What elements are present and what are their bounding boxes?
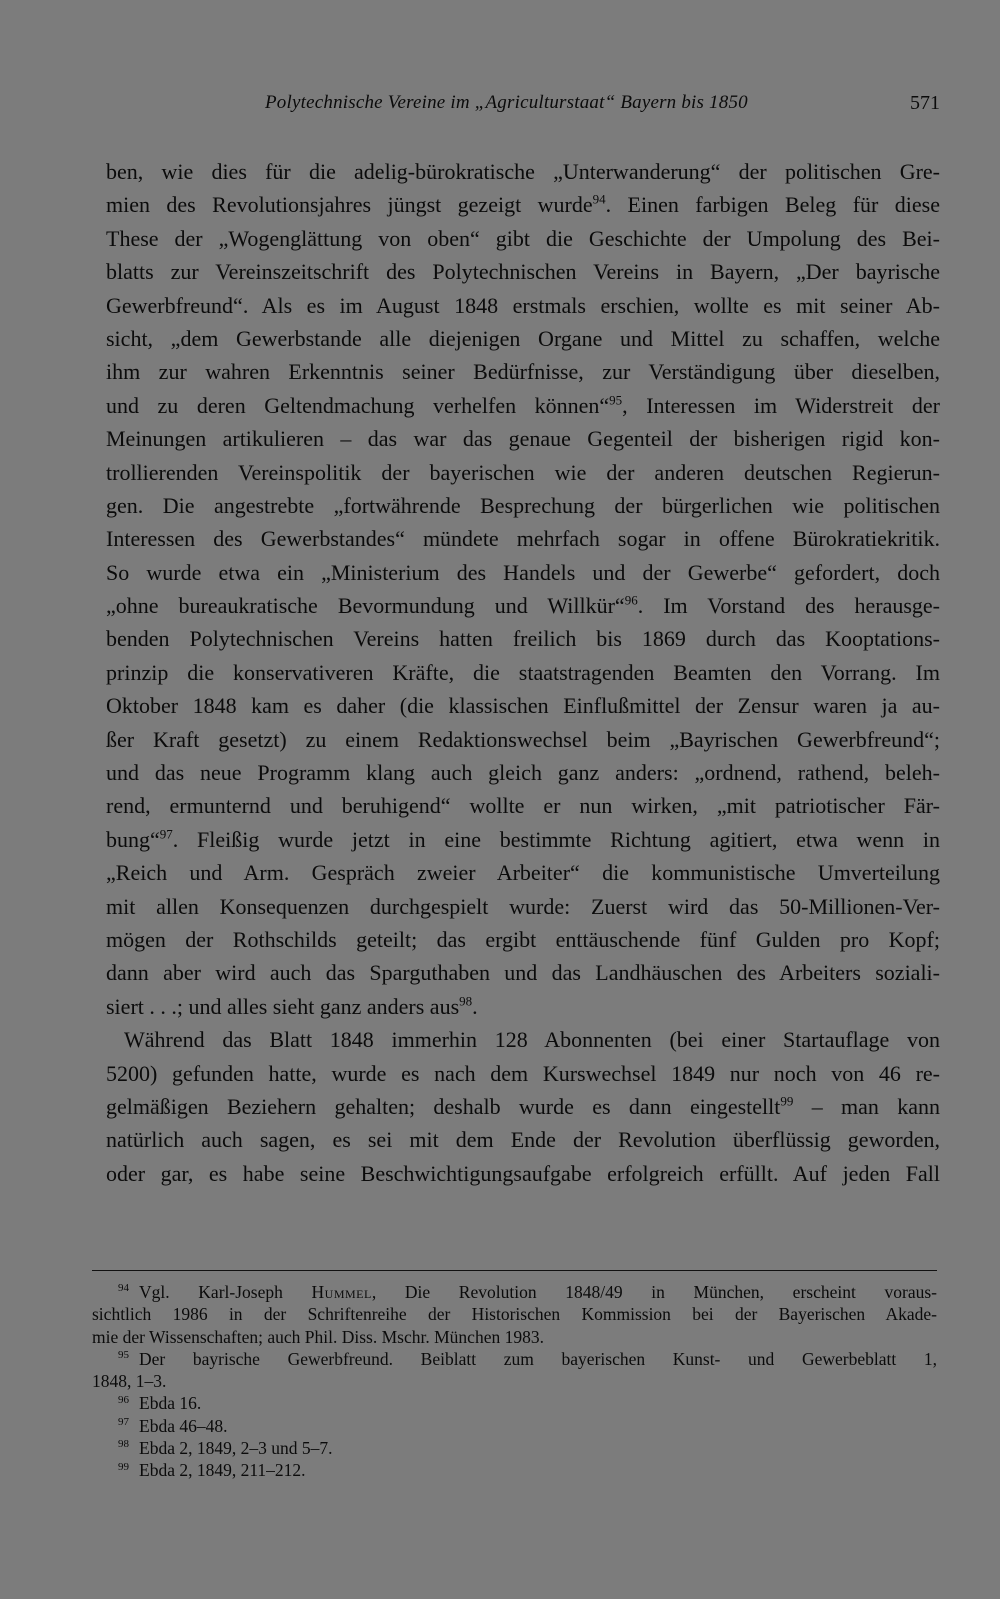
footnote-text: Ebda 2, 1849, 2–3 und 5–7. xyxy=(139,1438,333,1459)
body-line-text: mit allen Konsequenzen durchgespielt wurde: Zuerst wird das 50-Millionen-Ver- xyxy=(106,893,940,919)
body-line xyxy=(106,1157,940,1190)
footnote-text: Ebda 46–48. xyxy=(139,1415,228,1436)
body-line-text: siert . . .; und alles sieht ganz anders aus xyxy=(106,993,460,1019)
footnote-reference[interactable]: 96 xyxy=(624,592,638,608)
footnote-reference[interactable]: 99 xyxy=(780,1093,794,1109)
body-line xyxy=(106,188,940,221)
author-name: Hummel xyxy=(311,1282,372,1302)
body-line xyxy=(106,556,940,589)
footnote-line xyxy=(92,1459,937,1481)
footnote-mark: 95 xyxy=(118,1349,129,1362)
body-line xyxy=(106,389,940,422)
body-line-text: trollierenden Vereinspolitik der bayerischen wie der anderen deutschen Regierun- xyxy=(106,459,940,485)
body-line-text: rend, ermunternd und beruhigend“ wollte er nun wirken, „mit patriotischer Fär- xyxy=(106,793,940,819)
footnote-text: mie der Wissenschaften; auch Phil. Diss. Mschr. München 1983. xyxy=(92,1326,544,1347)
body-line xyxy=(106,422,940,455)
body-line xyxy=(106,489,940,522)
body-line xyxy=(106,589,940,622)
body-line xyxy=(106,622,940,655)
body-line xyxy=(106,723,940,756)
body-line-text: , Interessen im Widerstreit der xyxy=(622,392,940,418)
body-line xyxy=(106,756,940,789)
body-line-text: oder gar, es habe seine Beschwichtigungsaufgabe erfolgreich erfüllt. Auf jeden Fall xyxy=(106,1160,940,1186)
body-line xyxy=(106,689,940,722)
body-line xyxy=(106,1023,940,1056)
body-line-text: Meinungen artikulieren – das war das genaue Gegenteil der bisherigen rigid kon- xyxy=(106,426,940,452)
body-line xyxy=(106,923,940,956)
body-line xyxy=(106,856,940,889)
body-line xyxy=(106,1123,940,1156)
body-line xyxy=(106,1057,940,1090)
footnote-line xyxy=(92,1392,937,1414)
running-title: Polytechnische Vereine im „Agriculturstaat“ Bayern bis 1850 xyxy=(265,92,748,113)
body-line-text: – man kann xyxy=(793,1093,940,1119)
footnote-line xyxy=(92,1326,937,1348)
body-line xyxy=(106,1090,940,1123)
footnote-96 xyxy=(92,1392,937,1414)
body-line-text: gen. Die angestrebte „fortwährende Besprechung der bürgerlichen wie politischen xyxy=(106,492,940,518)
footnote-95 xyxy=(92,1348,937,1393)
body-line-text: prinzip die konservativeren Kräfte, die staatstragenden Beamten den Vorrang. Im xyxy=(106,659,940,685)
body-line xyxy=(106,956,940,989)
footnote-text: 1848, 1–3. xyxy=(92,1371,167,1392)
page-number: 571 xyxy=(910,92,940,114)
footnote-mark: 97 xyxy=(118,1415,129,1428)
body-line xyxy=(106,222,940,255)
body-line-text: mögen der Rothschilds geteilt; das ergibt enttäuschende fünf Gulden pro Kopf; xyxy=(106,926,940,952)
footnote-reference[interactable]: 97 xyxy=(159,826,173,842)
body-line-text: mien des Revolutionsjahres jüngst gezeigt wurde xyxy=(106,192,593,218)
body-line xyxy=(106,255,940,288)
body-line-text: sicht, „dem Gewerbstande alle diejenigen Organe und Mittel zu schaffen, welche xyxy=(106,325,940,351)
body-line-text: „ohne bureaukratische Bevormundung und Willkür“ xyxy=(106,593,625,619)
footnote-text: Ebda 16. xyxy=(139,1393,202,1414)
footnote-mark: 96 xyxy=(118,1393,129,1406)
footnote-text: Ebda 2, 1849, 211–212. xyxy=(139,1460,306,1481)
body-line-text: und das neue Programm klang auch gleich ganz anders: „ordnend, rathend, beleh- xyxy=(106,760,940,786)
body-line-text: Oktober 1848 kam es daher (die klassischen Einflußmittel der Zensur waren ja au- xyxy=(106,693,940,719)
footnote-99 xyxy=(92,1459,937,1481)
body-line-text: So wurde etwa ein „Ministerium des Handels und der Gewerbe“ gefordert, doch xyxy=(106,559,940,585)
body-line-text: blatts zur Vereinszeitschrift des Polytechnischen Vereins in Bayern, „Der bayrische xyxy=(106,259,940,285)
footnote-98 xyxy=(92,1437,937,1459)
body-line-text: ihm zur wahren Erkenntnis seiner Bedürfnisse, zur Verständigung über dieselben, xyxy=(106,359,940,385)
body-line-text: . Fleißig wurde jetzt in eine bestimmte Richtung agitiert, etwa wenn in xyxy=(172,826,940,852)
body-line xyxy=(106,456,940,489)
body-line xyxy=(106,789,940,822)
body-line-text: . Einen farbigen Beleg für diese xyxy=(605,192,940,218)
body-line xyxy=(106,155,940,188)
body-line-text: bung“ xyxy=(106,826,160,852)
body-line-text: benden Polytechnischen Vereins hatten freilich bis 1869 durch das Kooptations- xyxy=(106,626,940,652)
body-line xyxy=(106,823,940,856)
footnote-line xyxy=(92,1348,937,1370)
footnote-reference[interactable]: 94 xyxy=(592,192,606,208)
footnote-94 xyxy=(92,1281,937,1348)
footnote-text: sichtlich 1986 in der Schriftenreihe der Historischen Kommission bei der Bayerischen Akade- xyxy=(92,1304,937,1325)
footnote-line xyxy=(92,1281,937,1303)
footnote-text: Der bayrische Gewerbfreund. Beiblatt zum bayerischen Kunst- und Gewerbeblatt 1, xyxy=(139,1348,937,1369)
footnote-reference[interactable]: 98 xyxy=(459,993,473,1009)
footnote-reference[interactable]: 95 xyxy=(609,392,623,408)
body-line-text: Interessen des Gewerbstandes“ mündete mehrfach sogar in offene Bürokratiekritik. xyxy=(106,526,940,552)
body-line xyxy=(106,522,940,555)
footnote-line xyxy=(92,1437,937,1459)
body-line-text: These der „Wogenglättung von oben“ gibt die Geschichte der Umpolung des Bei- xyxy=(106,225,940,251)
body-line xyxy=(106,322,940,355)
footnote-text: , Die Revolution 1848/49 in München, erscheint voraus- xyxy=(371,1282,937,1302)
body-line-text: . xyxy=(472,993,478,1019)
body-line-text: ben, wie dies für die adelig-bürokratische „Unterwanderung“ der politischen Gre- xyxy=(106,159,940,184)
body-line-text: . Im Vorstand des herausge- xyxy=(637,593,940,619)
body-line xyxy=(106,355,940,388)
footnote-rule xyxy=(92,1270,937,1271)
footnote-text: Vgl. Karl-Joseph xyxy=(139,1282,312,1302)
footnote-line xyxy=(92,1370,937,1392)
footnote-line xyxy=(92,1415,937,1437)
footnote-mark: 94 xyxy=(118,1282,129,1295)
body-line-text: dann aber wird auch das Sparguthaben und das Landhäuschen des Arbeiters soziali- xyxy=(106,960,940,986)
body-line-text: Gewerbfreund“. Als es im August 1848 erstmals erschien, wollte es mit seiner Ab- xyxy=(106,292,940,318)
body-line-text: gelmäßigen Beziehern gehalten; deshalb wurde es dann eingestellt xyxy=(106,1093,781,1119)
body-line xyxy=(106,990,940,1023)
footnote-97 xyxy=(92,1415,937,1437)
body-line xyxy=(106,890,940,923)
footnote-mark: 99 xyxy=(118,1460,129,1473)
body-line-text: und zu deren Geltendmachung verhelfen können“ xyxy=(106,392,610,418)
body-line-text: „Reich und Arm. Gespräch zweier Arbeiter“ die kommunistische Umverteilung xyxy=(106,860,940,886)
body-line-text: ßer Kraft gesetzt) zu einem Redaktionswechsel beim „Bayrischen Gewerbfreund“; xyxy=(106,726,940,752)
footnote-line xyxy=(92,1303,937,1325)
body-line-text: 5200) gefunden hatte, wurde es nach dem Kurswechsel 1849 nur noch von 46 re- xyxy=(106,1060,940,1086)
body-line xyxy=(106,289,940,322)
body-line-text: natürlich auch sagen, es sei mit dem Ende der Revolution überflüssig geworden, xyxy=(106,1127,940,1153)
body-text xyxy=(106,155,940,1190)
footnotes xyxy=(92,1281,937,1482)
body-line-text: Während das Blatt 1848 immerhin 128 Abonnenten (bei einer Startauflage von xyxy=(124,1027,940,1053)
body-line xyxy=(106,656,940,689)
running-head xyxy=(110,92,940,122)
footnote-mark: 98 xyxy=(118,1438,129,1451)
